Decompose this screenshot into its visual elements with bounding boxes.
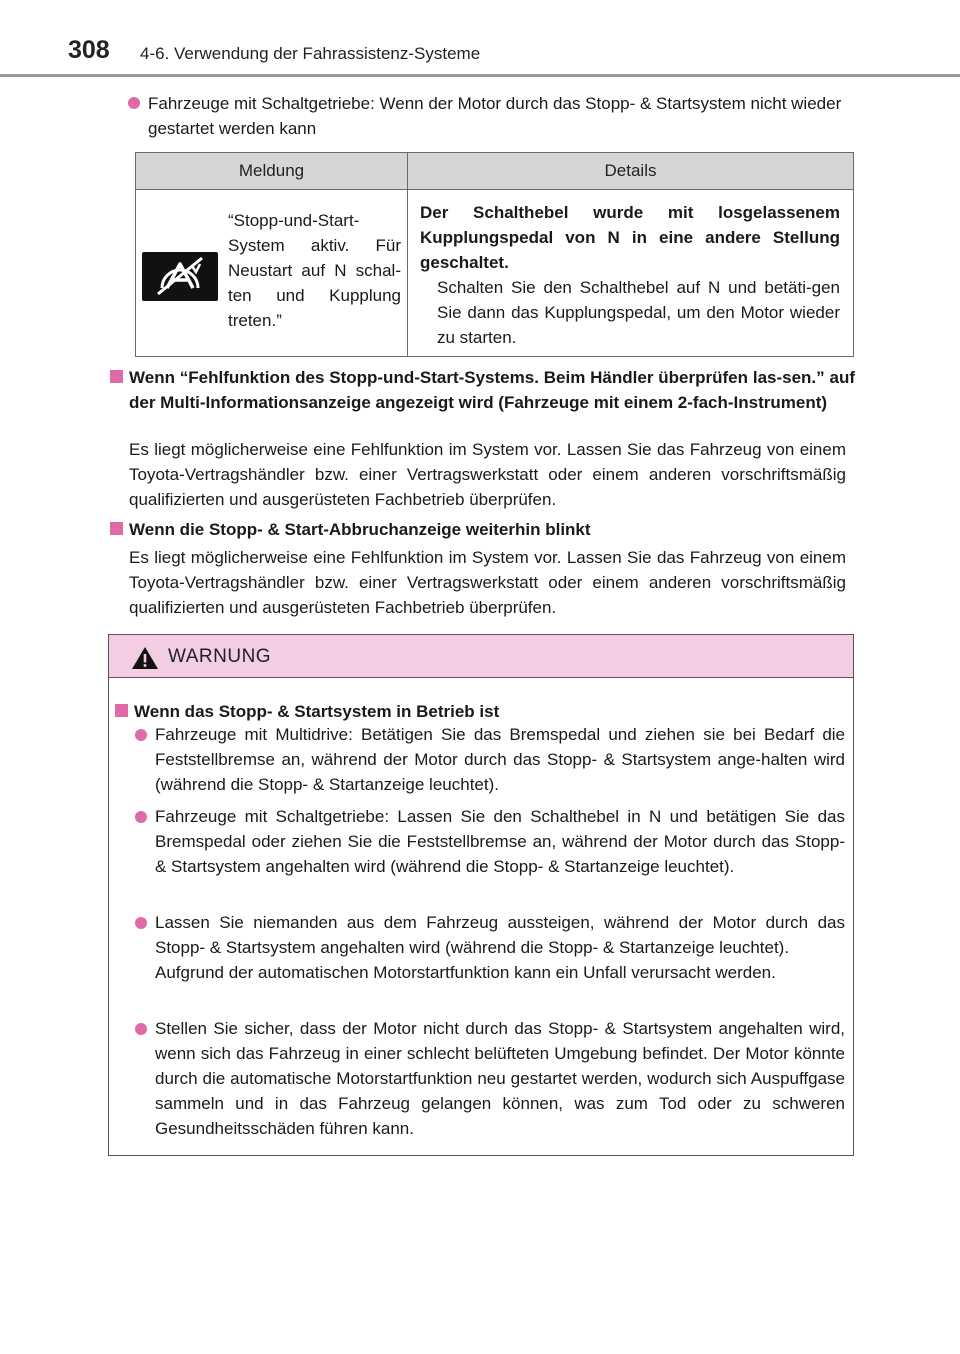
list-item: Lassen Sie niemanden aus dem Fahrzeug aussteigen, während der Motor durch das Stopp- & Startsystem angehalten wird (während die Stopp- & Startanzeige leuchtet). Aufgrund der automatischen Motorstartfunktion kann ein Unfall verursacht werden.: [135, 910, 845, 985]
intro-bullet-text: Fahrzeuge mit Schaltgetriebe: Wenn der Motor durch das Stopp- & Startsystem nicht wieder gestartet werden kann: [148, 94, 842, 138]
square-bullet-icon: [110, 522, 123, 535]
warning-heading-text: Wenn das Stopp- & Startsystem in Betrieb ist: [134, 702, 500, 721]
section-body-malfunction: Es liegt möglicherweise eine Fehlfunktion im System vor. Lassen Sie das Fahrzeug von einem Toyota-Vertragshändler bzw. einer Vertragswerkstatt oder einem anderen vorschriftsmäßig qualifizierten und ausgerüsteten Fachbetrieb überprüfen.: [129, 440, 846, 509]
table-row: [136, 190, 854, 357]
section-heading-text: Wenn “Fehlfunktion des Stopp-und-Start-Systems. Beim Händler überprüfen las-sen.” auf der Multi-Informationsanzeige angezeigt wird (Fahrzeuge mit einem 2-fach-Instrument): [129, 368, 855, 412]
section-body-blinking: Es liegt möglicherweise eine Fehlfunktion im System vor. Lassen Sie das Fahrzeug von einem Toyota-Vertragshändler bzw. einer Vertragswerkstatt oder einem anderen vorschriftsmäßig qualifizierten und ausgerüsteten Fachbetrieb überprüfen.: [129, 548, 846, 617]
warning-title: WARNUNG: [168, 646, 272, 667]
message-text: “Stopp-und-Start-System aktiv. Für Neustart auf N schal-ten und Kupplung treten.”: [228, 211, 401, 330]
page-header: [0, 0, 960, 78]
section-heading-malfunction: [110, 365, 855, 415]
section-title: 4-6. Verwendung der Fahrassistenz-Systeme: [140, 44, 481, 63]
bullet-dot-icon: [135, 729, 147, 741]
section-heading-blinking: [110, 517, 855, 542]
intro-bullet: [128, 91, 856, 141]
table-header-message: Meldung: [136, 153, 408, 190]
stop-start-system-icon: [142, 252, 218, 301]
warning-box: [108, 634, 854, 1156]
warning-header: [109, 635, 853, 678]
page-number: 308: [68, 36, 110, 64]
list-item: Fahrzeuge mit Schaltgetriebe: Lassen Sie den Schalthebel in N und betätigen Sie das Bremspedal oder ziehen Sie die Feststellbremse an, während der Motor durch das Stopp- & Startsystem angehalten wird (während die Stopp- & Startanzeige leuchtet).: [135, 804, 845, 879]
list-item-extra: Aufgrund der automatischen Motorstartfunktion kann ein Unfall verursacht werden.: [155, 963, 776, 982]
warning-heading: [115, 699, 845, 724]
table-header-details: Details: [408, 153, 854, 190]
bullet-dot-icon: [135, 811, 147, 823]
header-divider: [0, 74, 960, 77]
details-cell: [408, 190, 854, 357]
list-item: Fahrzeuge mit Multidrive: Betätigen Sie das Bremspedal und ziehen sie bei Bedarf die Feststellbremse an, während der Motor durch das Stopp- & Startsystem ange-halten wird (während die Stopp- & Startanzeige leuchtet).: [135, 722, 845, 797]
square-bullet-icon: [115, 704, 128, 717]
message-cell: [136, 190, 408, 357]
details-action: Schalten Sie den Schalthebel auf N und betäti-gen Sie dann das Kupplungspedal, um den Motor wieder zu starten.: [437, 278, 840, 347]
bullet-dot-icon: [128, 97, 140, 109]
details-cause: Der Schalthebel wurde mit losgelassenem Kupplungspedal von N in eine andere Stellung geschaltet.: [420, 203, 840, 272]
section-heading-text: Wenn die Stopp- & Start-Abbruchanzeige weiterhin blinkt: [129, 520, 591, 539]
message-table: [135, 152, 854, 357]
list-item: Stellen Sie sicher, dass der Motor nicht durch das Stopp- & Startsystem angehalten wird, wenn sich das Fahrzeug in einer schlecht belüfteten Umgebung befindet. Der Motor könnte durch die automatische Motorstartfunktion neu gestartet werden, wodurch sich Auspuffgase sammeln und in das Fahrzeug gelangen können, was zum Tod oder zu schweren Gesundheitsschäden führen kann.: [135, 1016, 845, 1141]
square-bullet-icon: [110, 370, 123, 383]
bullet-dot-icon: [135, 917, 147, 929]
warning-triangle-icon: [131, 646, 159, 670]
bullet-dot-icon: [135, 1023, 147, 1035]
